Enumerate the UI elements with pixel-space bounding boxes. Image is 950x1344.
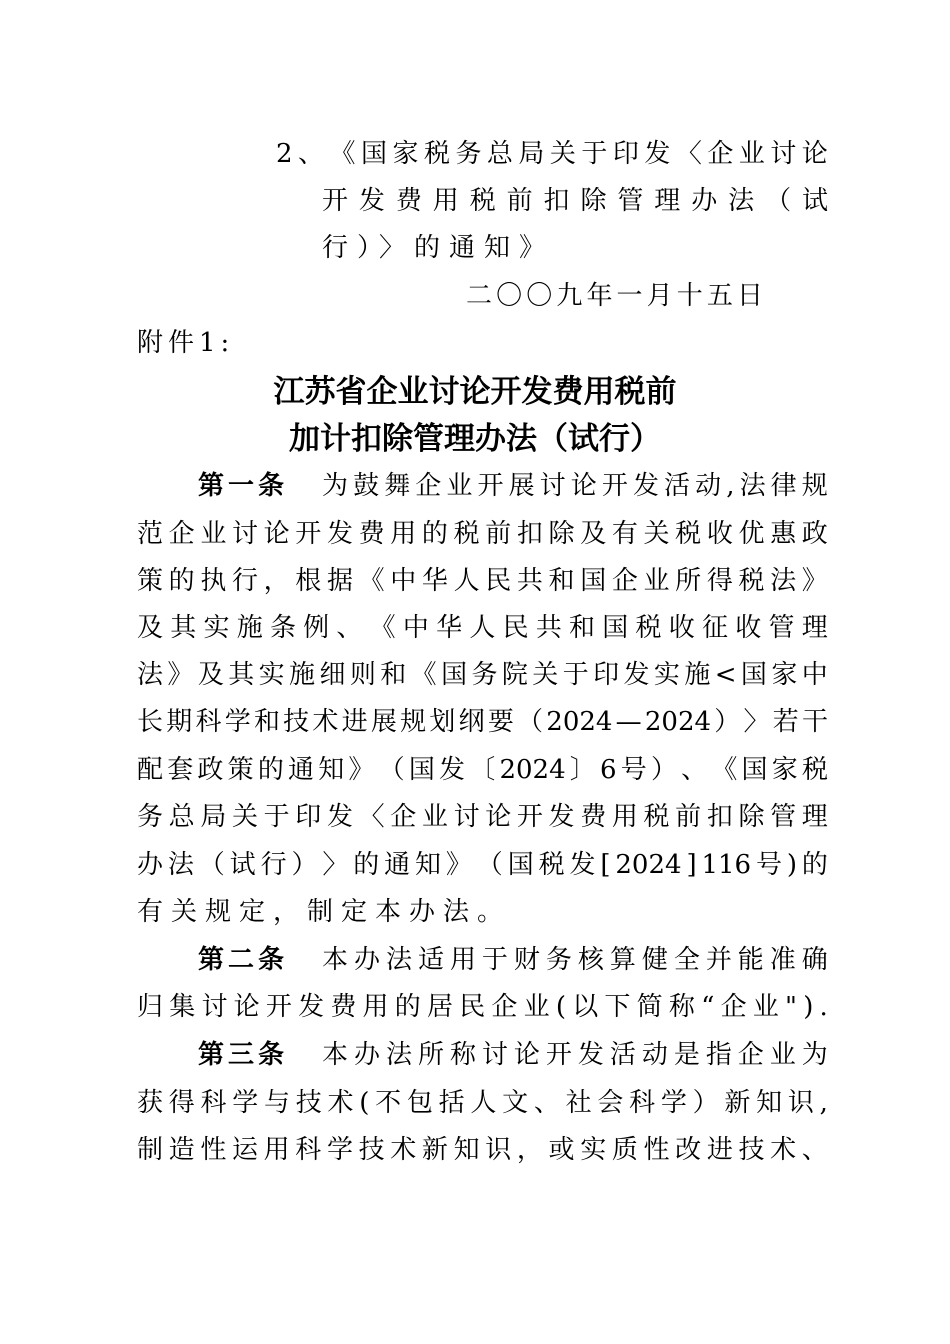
article-1-line: 法 》 及 其 实 施 细 则 和 《 国 务 院 关 于 印 发 实 施 < 国 家 中: [137, 660, 828, 690]
article-1-line: 长 期 科 学 和 技 术 进 展 规 划 纲 要 （ 2024 — 2024 ） 〉 若 干: [137, 707, 828, 737]
article-1-line: 有关规定，制定本办法。: [137, 897, 512, 927]
attachment-label: 附件1:: [137, 328, 235, 358]
article-1-line: 及 其 实 施 条 例 、 《 中 华 人 民 共 和 国 税 收 征 收 管 理: [137, 613, 828, 643]
article-3-line: 获 得 科 学 与 技 术 ( 不 包 括 人 文 、 社 会 科 学 ） 新 知 识 ,: [137, 1088, 828, 1118]
issue-date: 二 〇 〇 九 年 一 月 十 五 日: [466, 281, 763, 311]
notice-item-2-line-3: 行）〉的通知》: [322, 233, 555, 263]
article-1-line: 策 的 执 行 ， 根 据 《 中 华 人 民 共 和 国 企 业 所 得 税 法 》: [137, 566, 828, 596]
article-1-line: 办 法 （ 试 行 ） 〉 的 通 知 》 （ 国 税 发 [ 2024 ] 116 号 ) 的: [137, 850, 828, 880]
article-2-line: 本 办 法 适 用 于 财 务 核 算 健 全 并 能 准 确: [322, 945, 828, 975]
document-title-line-1: 江苏省企业讨论开发费用税前: [273, 374, 677, 410]
article-2-heading: 第二条: [198, 945, 289, 975]
article-2-line: 归 集 讨 论 开 发 费 用 的 居 民 企 业 ( 以 下 简 称 “ 企 业 " ) .: [137, 992, 828, 1022]
article-1-line: 范 企 业 讨 论 开 发 费 用 的 税 前 扣 除 及 有 关 税 收 优 惠 政: [137, 519, 828, 549]
article-3-line: 本 办 法 所 称 讨 论 开 发 活 动 是 指 企 业 为: [322, 1040, 828, 1070]
notice-item-2-line-2: 开 发 费 用 税 前 扣 除 管 理 办 法 （ 试: [322, 186, 828, 216]
article-3-line: 制 造 性 运 用 科 学 技 术 新 知 识 ， 或 实 质 性 改 进 技 术 、: [137, 1135, 828, 1165]
notice-item-2-line-1: 2 、 《 国 家 税 务 总 局 关 于 印 发 〈 企 业 讨 论: [276, 139, 828, 169]
article-1-line: 务 总 局 关 于 印 发 〈 企 业 讨 论 开 发 费 用 税 前 扣 除 管 理: [137, 802, 828, 832]
document-title-line-2: 加计扣除管理办法（试行）: [289, 421, 661, 457]
article-1-heading: 第一条: [198, 471, 289, 501]
article-3-heading: 第三条: [198, 1040, 289, 1070]
article-1-line: 为 鼓 舞 企 业 开 展 讨 论 开 发 活 动 , 法 律 规: [322, 471, 828, 501]
article-1-line: 配 套 政 策 的 通 知 》 （ 国 发 〔 2024 〕 6 号 ） 、 《 国 家 税: [137, 755, 828, 785]
